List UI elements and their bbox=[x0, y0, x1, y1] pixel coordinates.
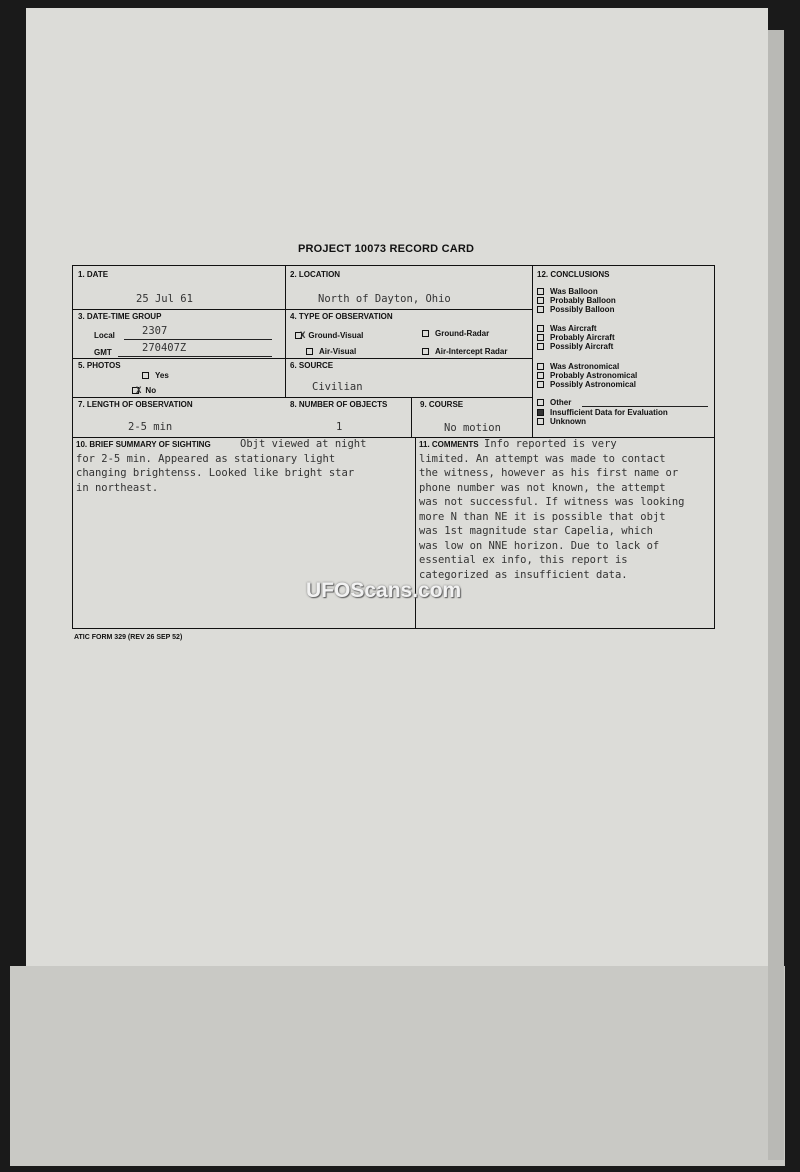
checkbox-icon bbox=[537, 381, 544, 388]
gmt-underline bbox=[118, 356, 272, 357]
checkbox-icon bbox=[537, 288, 544, 295]
length-value: 2-5 min bbox=[128, 421, 173, 433]
local-value: 2307 bbox=[142, 325, 168, 337]
lower-backing bbox=[10, 966, 785, 1166]
divider bbox=[73, 437, 714, 438]
watermark: UFOScans.com bbox=[306, 579, 462, 602]
comments-line-9: essential ex info, this report is bbox=[419, 554, 628, 566]
other-underline bbox=[582, 406, 708, 407]
location-value: North of Dayton, Ohio bbox=[318, 293, 451, 305]
date-value: 25 Jul 61 bbox=[136, 293, 193, 305]
summary-line-1: Objt viewed at night bbox=[240, 438, 367, 450]
comments-line-10: categorized as insufficient data. bbox=[419, 568, 628, 581]
option-ground-radar bbox=[422, 329, 489, 339]
conclusion-possibly-balloon: Possibly Balloon bbox=[537, 305, 614, 315]
checkbox-icon bbox=[537, 363, 544, 370]
ground-radar-label: Ground-Radar bbox=[435, 329, 490, 338]
course-value: No motion bbox=[444, 422, 501, 434]
ground-visual-mark: X bbox=[300, 331, 306, 341]
gmt-label: GMT bbox=[94, 348, 112, 357]
checkbox-icon bbox=[306, 348, 313, 355]
air-intercept-radar-label: Air-Intercept Radar bbox=[435, 347, 508, 356]
comments-line-6: more N than NE it is possible that objt bbox=[419, 510, 666, 523]
photos-no-label: No bbox=[145, 386, 157, 395]
comments-line-4: phone number was not known, the attempt bbox=[419, 481, 666, 494]
source-label: 6. SOURCE bbox=[290, 361, 334, 370]
conclusion-possibly-astronomical: Possibly Astronomical bbox=[537, 380, 636, 390]
summary-line-2: for 2-5 min. Appeared as stationary light bbox=[76, 452, 336, 465]
course-label: 9. COURSE bbox=[420, 400, 464, 409]
conclusion-possibly-aircraft: Possibly Aircraft bbox=[537, 342, 613, 352]
conclusion-probably-aircraft: Probably Aircraft bbox=[537, 333, 615, 343]
photos-no-mark: X bbox=[136, 386, 142, 396]
option-ground-visual bbox=[300, 329, 363, 344]
location-label: 2. LOCATION bbox=[290, 270, 341, 279]
checkbox-icon bbox=[142, 372, 149, 379]
checkbox-icon bbox=[537, 399, 544, 406]
conclusion-other: Other bbox=[537, 398, 571, 408]
conclusion-probably-balloon: Probably Balloon bbox=[537, 296, 616, 306]
form-number: ATIC FORM 329 (REV 26 SEP 52) bbox=[74, 634, 183, 641]
option-air-visual bbox=[306, 347, 356, 357]
checkbox-icon bbox=[537, 325, 544, 332]
date-label: 1. DATE bbox=[78, 270, 109, 279]
ground-visual-label: Ground-Visual bbox=[308, 331, 364, 340]
photos-yes-label: Yes bbox=[155, 371, 169, 380]
comments-line-7: was 1st magnitude star Capelia, which bbox=[419, 525, 653, 537]
conclusion-probably-astronomical: Probably Astronomical bbox=[537, 371, 637, 381]
checkbox-icon bbox=[537, 306, 544, 313]
checkbox-icon bbox=[422, 348, 429, 355]
number-of-objects-label: 8. NUMBER OF OBJECTS bbox=[290, 400, 388, 409]
comments-line-8: was low on NNE horizon. Due to lack of bbox=[419, 539, 660, 552]
type-of-observation-label: 4. TYPE OF OBSERVATION bbox=[290, 312, 393, 321]
summary-label: 10. BRIEF SUMMARY OF SIGHTING bbox=[76, 440, 211, 449]
conclusion-unknown: Unknown bbox=[537, 417, 586, 427]
paper-edge bbox=[768, 30, 784, 1160]
photos-label: 5. PHOTOS bbox=[78, 361, 121, 370]
number-of-objects-value: 1 bbox=[336, 421, 343, 433]
conclusion-was-astronomical: Was Astronomical bbox=[537, 362, 619, 372]
divider bbox=[532, 266, 533, 438]
conclusion-insufficient-data: Insufficient Data for Evaluation bbox=[537, 408, 668, 418]
gmt-value: 270407Z bbox=[142, 342, 187, 354]
source-value: Civilian bbox=[312, 381, 363, 393]
checkbox-icon bbox=[537, 418, 544, 425]
comments-line-2: limited. An attempt was made to contact bbox=[419, 452, 666, 465]
card-title: PROJECT 10073 RECORD CARD bbox=[298, 243, 475, 255]
air-visual-label: Air-Visual bbox=[319, 347, 357, 356]
conclusion-was-aircraft: Was Aircraft bbox=[537, 324, 597, 334]
photos-no bbox=[136, 384, 156, 399]
photos-yes bbox=[142, 371, 169, 381]
comments-line-3: the witness, however as his first name or bbox=[419, 467, 679, 479]
length-label: 7. LENGTH OF OBSERVATION bbox=[78, 400, 193, 409]
local-underline bbox=[124, 339, 272, 340]
local-label: Local bbox=[94, 331, 115, 340]
divider bbox=[73, 358, 532, 359]
conclusions-label: 12. CONCLUSIONS bbox=[537, 270, 610, 279]
checkbox-icon bbox=[537, 297, 544, 304]
option-air-intercept-radar bbox=[422, 347, 507, 357]
summary-line-4: in northeast. bbox=[76, 481, 159, 494]
checked-box-icon bbox=[537, 409, 544, 416]
comments-label: 11. COMMENTS bbox=[419, 440, 479, 449]
comments-line-1: Info reported is very bbox=[484, 438, 617, 450]
divider bbox=[411, 397, 412, 438]
checkbox-icon bbox=[537, 372, 544, 379]
divider bbox=[73, 309, 532, 310]
summary-line-3: changing brightenss. Looked like bright star bbox=[76, 467, 355, 479]
divider bbox=[285, 266, 286, 398]
comments-line-5: was not successful. If witness was looking bbox=[419, 496, 685, 508]
checkbox-icon bbox=[537, 334, 544, 341]
conclusion-was-balloon: Was Balloon bbox=[537, 287, 598, 297]
checkbox-icon bbox=[537, 343, 544, 350]
checkbox-icon bbox=[422, 330, 429, 337]
date-time-group-label: 3. DATE-TIME GROUP bbox=[78, 312, 162, 321]
